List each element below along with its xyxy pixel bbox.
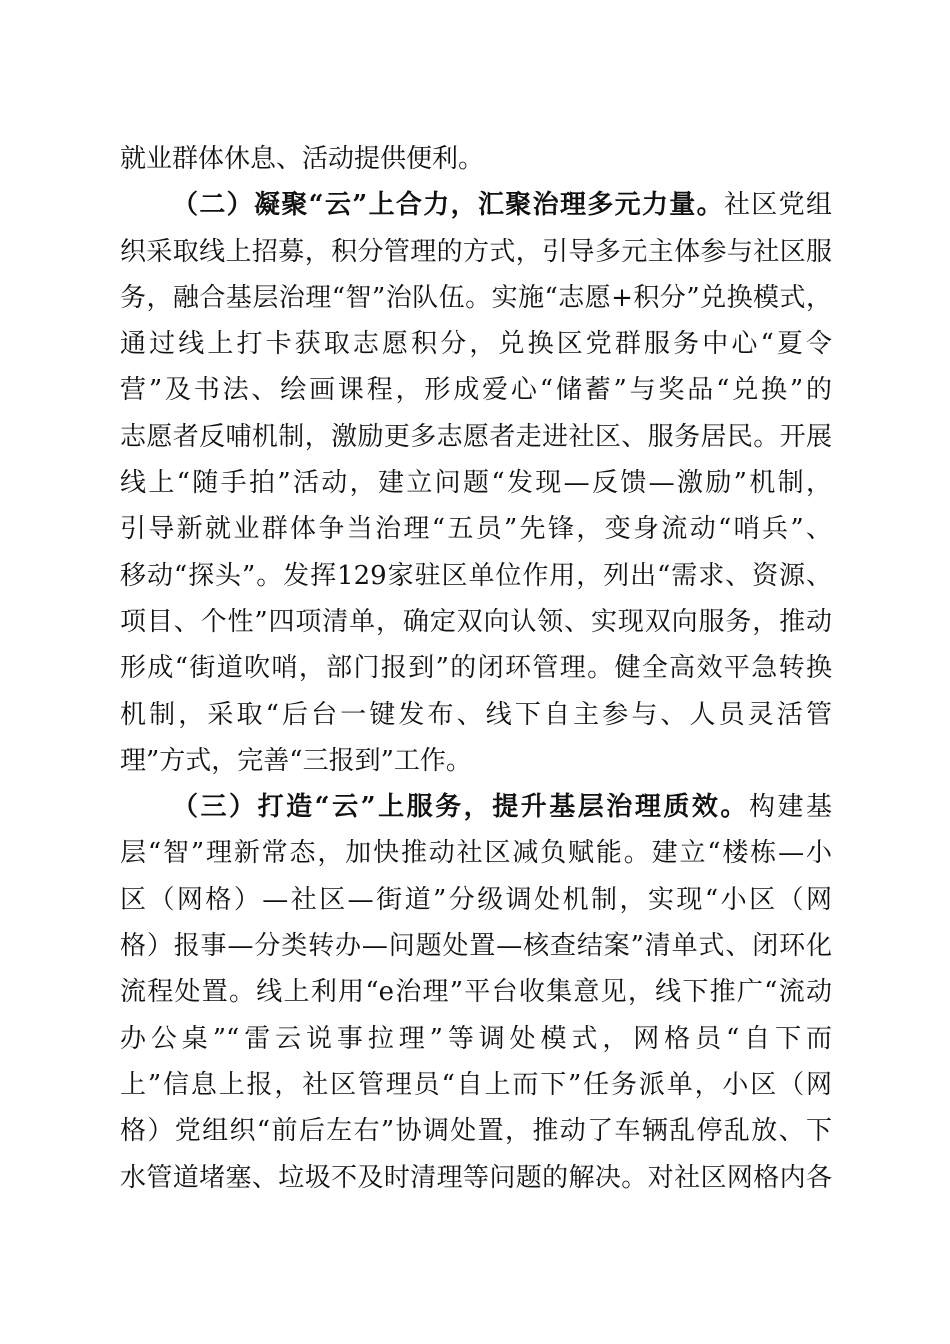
paragraph-line: 形成“街道吹哨，部门报到”的闭环管理。健全高效平急转换: [120, 653, 832, 684]
paragraph-line: 机制，采取“后台一键发布、线下自主参与、人员灵活管: [120, 699, 832, 730]
document-body: [120, 136, 832, 1201]
paragraph-line: [120, 784, 832, 830]
paragraph-line: 项目、个性”四项清单，确定双向认领、实现双向服务，推动: [120, 606, 832, 637]
paragraph-text: 社区党组: [723, 190, 832, 221]
paragraph-line: 区（网格）—社区—街道”分级调处机制，实现“小区（网: [120, 884, 832, 915]
paragraph-line: 织采取线上招募，积分管理的方式，引导多元主体参与社区服: [120, 236, 832, 267]
paragraph-line: 营”及书法、绘画课程，形成爱心“储蓄”与奖品“兑换”的: [120, 375, 832, 406]
paragraph-line: 流程处置。线上利用“e治理”平台收集意见，线下推广“流动: [120, 977, 832, 1008]
paragraph-line: 层“智”理新常态，加快推动社区减负赋能。建立“楼栋—小: [120, 838, 832, 869]
paragraph-line: 志愿者反哺机制，激励更多志愿者走进社区、服务居民。开展: [120, 421, 832, 452]
paragraph-line: 务，融合基层治理“智”治队伍。实施“志愿+积分”兑换模式，: [120, 282, 832, 313]
paragraph-line: 格）党组织“前后左右”协调处置，推动了车辆乱停乱放、下: [120, 1116, 832, 1147]
paragraph-line: 就业群体休息、活动提供便利。: [120, 144, 485, 174]
paragraph-line: 引导新就业群体争当治理“五员”先锋，变身流动“哨兵”、: [120, 514, 832, 545]
paragraph-line: 线上“随手拍”活动，建立问题“发现—反馈—激励”机制，: [120, 468, 832, 499]
paragraph-line: 移动“探头”。发挥129家驻区单位作用，列出“需求、资源、: [120, 560, 832, 591]
paragraph-line: 水管道堵塞、垃圾不及时清理等问题的解决。对社区网格内各: [120, 1162, 832, 1193]
paragraph-line: 理”方式，完善“三报到”工作。: [120, 745, 472, 776]
paragraph-line: 办公桌”“雷云说事拉理”等调处模式，网格员“自下而: [120, 1023, 832, 1054]
section-heading: （二）凝聚“云”上合力，汇聚治理多元力量。: [172, 190, 724, 221]
paragraph-line: 格）报事—分类转办—问题处置—核查结案”清单式、闭环化: [120, 931, 832, 962]
paragraph-text: 构建基: [748, 792, 832, 823]
section-heading: （三）打造“云”上服务，提升基层治理质效。: [172, 792, 749, 823]
paragraph-line: 上”信息上报，社区管理员“自上而下”任务派单，小区（网: [120, 1069, 832, 1100]
paragraph-line: [120, 182, 832, 228]
paragraph-line: 通过线上打卡获取志愿积分，兑换区党群服务中心“夏令: [120, 329, 832, 360]
